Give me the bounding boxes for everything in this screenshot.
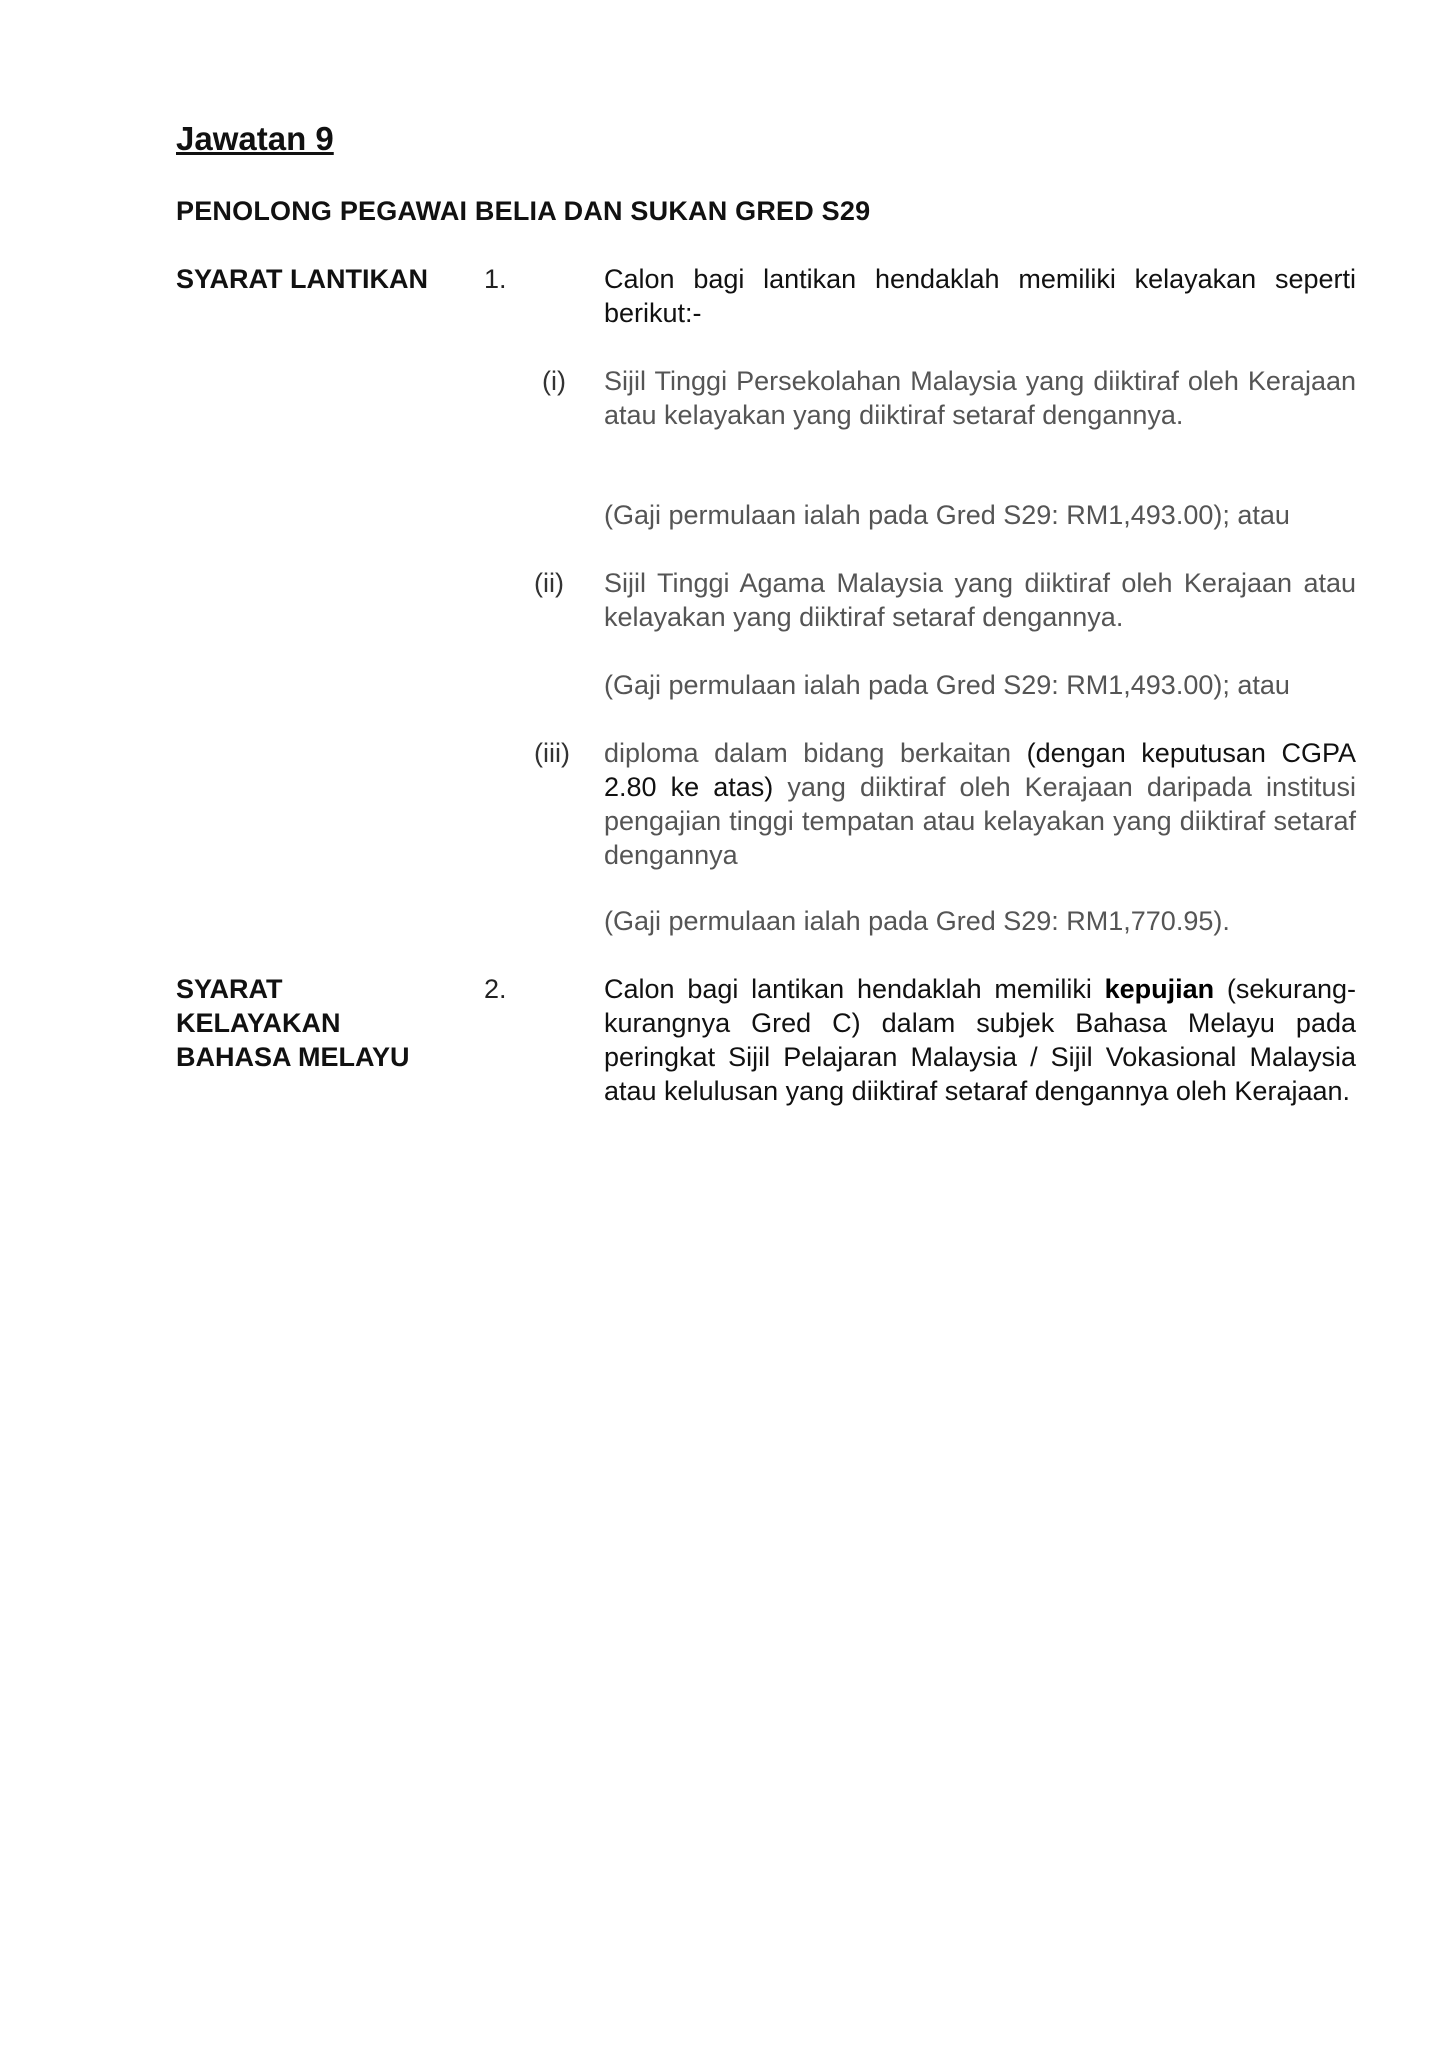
section-1-number: 1.	[484, 264, 507, 294]
item-iii-text	[604, 736, 1356, 872]
section-2-label	[176, 972, 410, 1074]
section-2-kepujian: kepujian	[1104, 974, 1215, 1004]
item-ii-number: (ii)	[534, 568, 564, 598]
item-i-text: Sijil Tinggi Persekolahan Malaysia yang diiktiraf oleh Kerajaan atau kelayakan yang diiktiraf setaraf dengannya.	[604, 366, 1356, 430]
section-2-number: 2.	[484, 974, 507, 1004]
item-iii-salary: (Gaji permulaan ialah pada Gred S29: RM1,770.95).	[604, 906, 1230, 936]
page-title: Jawatan 9	[176, 120, 334, 157]
section-2-label-line2: KELAYAKAN	[176, 1008, 341, 1038]
item-iii-number: (iii)	[534, 738, 570, 768]
item-ii-text: Sijil Tinggi Agama Malaysia yang diiktiraf oleh Kerajaan atau kelayakan yang diiktiraf setaraf dengannya.	[604, 568, 1356, 632]
item-ii-salary: (Gaji permulaan ialah pada Gred S29: RM1,493.00); atau	[604, 670, 1290, 700]
section-2-text	[604, 972, 1356, 1108]
position-title: PENOLONG PEGAWAI BELIA DAN SUKAN GRED S29	[176, 196, 871, 226]
section-2-label-line1: SYARAT	[176, 974, 283, 1004]
item-iii-text-part1: diploma dalam bidang berkaitan	[604, 738, 1027, 768]
item-iii-text-part3: yang diiktiraf oleh Kerajaan daripada institusi pengajian tinggi tempatan atau kelayakan yang diiktiraf setaraf dengannya	[604, 772, 1357, 870]
section-1-intro: Calon bagi lantikan hendaklah memiliki kelayakan seperti berikut:-	[604, 264, 1356, 328]
section-2-text-part2: (sekurang-kurangnya Gred C) dalam subjek Bahasa Melayu pada peringkat Sijil Pelajaran Malaysia / Sijil Vokasional Malaysia atau kelulusan yang diiktiraf setaraf dengannya oleh Kerajaan.	[604, 974, 1356, 1106]
item-iii-cgpa-condition: (dengan keputusan CGPA 2.80 ke atas)	[604, 738, 1357, 802]
section-2-label-line3: BAHASA MELAYU	[176, 1042, 410, 1072]
item-i-number: (i)	[542, 366, 566, 396]
item-i-salary: (Gaji permulaan ialah pada Gred S29: RM1,493.00); atau	[604, 500, 1290, 530]
section-1-label: SYARAT LANTIKAN	[176, 264, 429, 294]
section-2-text-part1: Calon bagi lantikan hendaklah memiliki	[604, 974, 1105, 1004]
